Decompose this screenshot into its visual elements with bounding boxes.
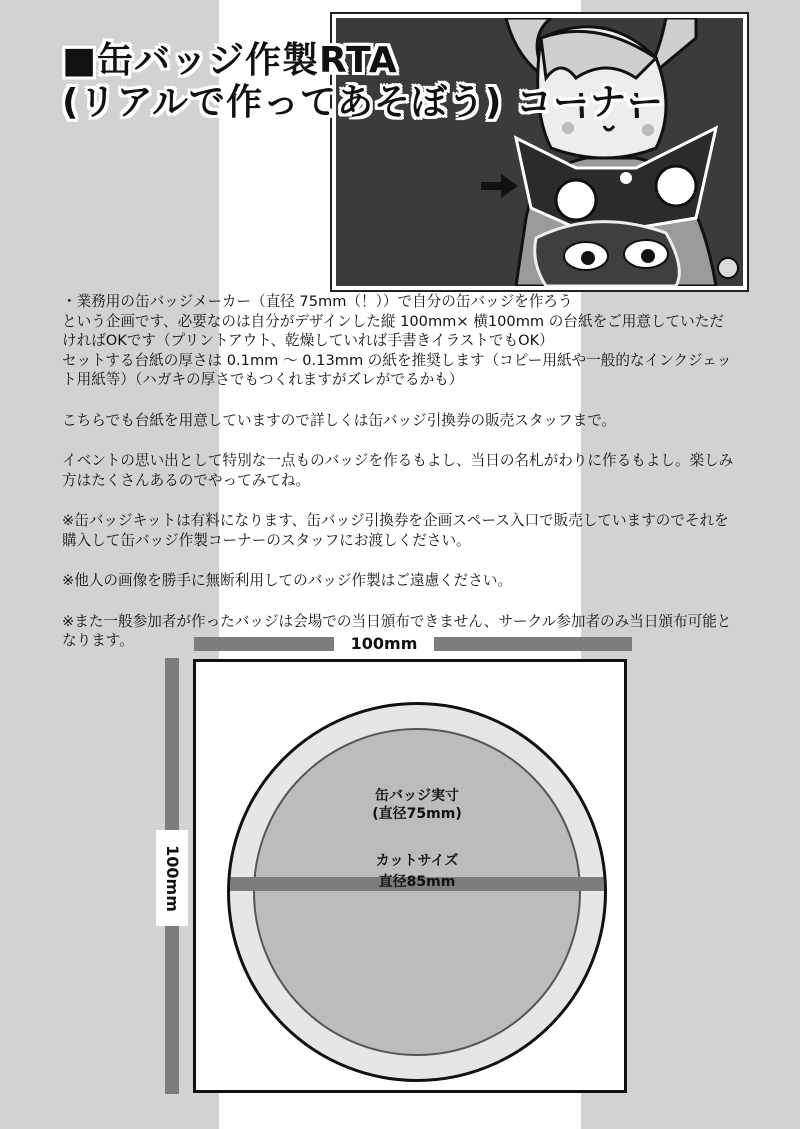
page-title bbox=[62, 40, 664, 124]
actual-size-label: 缶バッジ実寸 bbox=[375, 788, 459, 804]
actual-size-value: (直径75mm) bbox=[372, 806, 462, 822]
intro-paragraph: ・業務用の缶バッジメーカー（直径 75mm（！））で自分の缶バッジを作ろう という企画です、必要なのは自分がデザインした縦 100mm× 横100mm の台紙をご用意していただければOKです（プリントアウト、乾燥していれば手書きイラストでもOK） セットする台紙の厚さは 0.1mm ～ 0.13mm の紙を推奨します（コピー用紙や一般的なインクジェット用紙等）（ハガキの厚さでもつくれますがズレがでるかも） bbox=[62, 293, 732, 388]
title-line-1: ■缶バッジ作製RTA bbox=[62, 40, 398, 81]
height-dimension-label: 100mm bbox=[162, 844, 182, 912]
cut-size-circle bbox=[227, 702, 607, 1082]
cut-size-label: カットサイズ bbox=[375, 853, 459, 869]
badge-actual-size-circle bbox=[253, 728, 581, 1056]
cut-size-value: 直径85mm bbox=[378, 874, 456, 890]
width-dimension-label: 100mm bbox=[334, 634, 434, 654]
body-text bbox=[62, 292, 738, 672]
enjoy-paragraph: イベントの思い出として特別な一点ものバッジを作るもよし、当日の名札がわりに作るもよし。楽しみ方はたくさんあるのでやってみてね。 bbox=[62, 452, 734, 489]
kit-fee-paragraph: ※缶バッジキットは有料になります、缶バッジ引換券を企画スペース入口で販売していますのでそれを購入して缶バッジ作製コーナーのスタッフにお渡しください。 bbox=[62, 512, 729, 549]
height-dimension-label-box bbox=[156, 830, 188, 926]
staff-note-paragraph: こちらでも台紙を用意していますので詳しくは缶バッジ引換券の販売スタッフまで。 bbox=[62, 411, 617, 429]
copyright-note-paragraph: ※他人の画像を勝手に無断利用してのバッジ作製はご遠慮ください。 bbox=[62, 572, 513, 589]
distribution-note-paragraph: ※また一般参加者が作ったバッジは会場での当日頒布できません、サークル参加者のみ当日頒布可能となります。 bbox=[62, 612, 732, 649]
title-line-2: (リアルで作ってあそぼう) コーナー bbox=[62, 82, 664, 123]
arrow-icon bbox=[481, 174, 518, 198]
